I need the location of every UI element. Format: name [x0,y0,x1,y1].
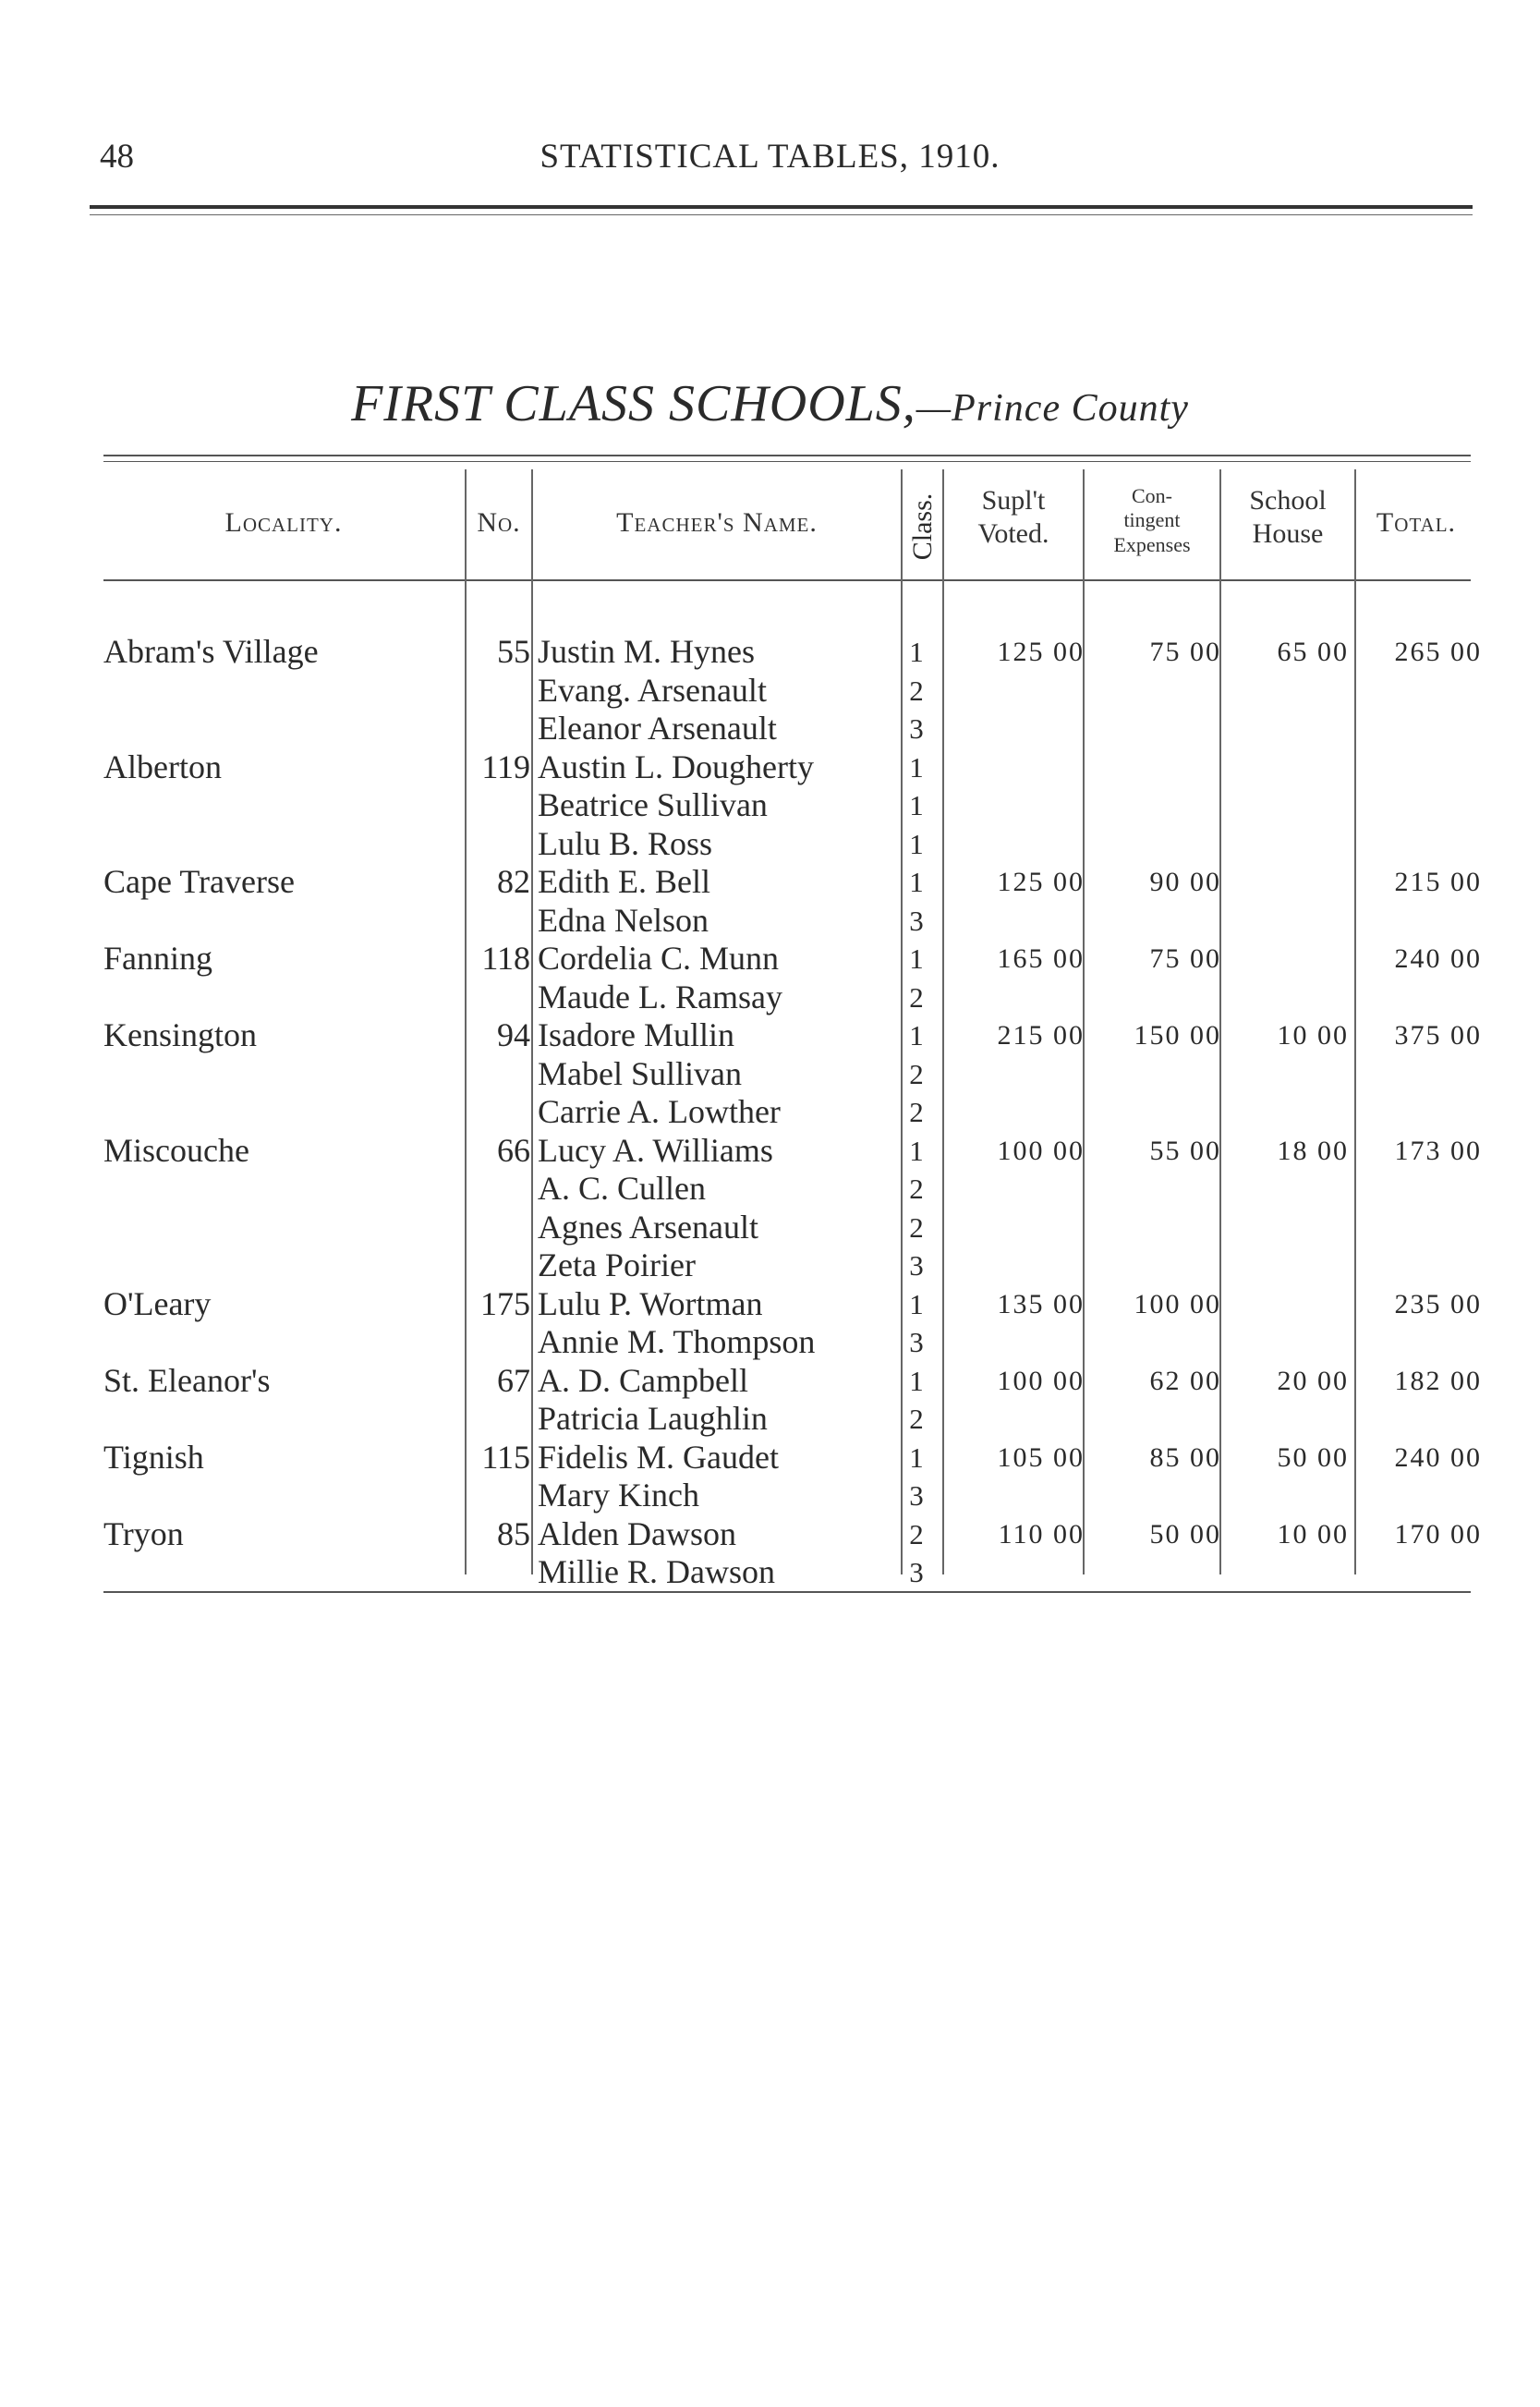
total-cell: 240 00 [1394,943,1482,974]
contingent-expenses-cell: 55 00 [1149,1135,1221,1166]
table-row [0,1016,1540,1054]
table-row [0,1170,1540,1208]
table-row [0,1285,1540,1323]
header-supl-line1: Supl't [981,485,1046,516]
total-cell: 182 00 [1394,1365,1482,1396]
class-cell: 1 [909,866,924,898]
school-number-cell: 175 [480,1284,530,1322]
class-cell: 3 [909,1479,924,1512]
teacher-name-cell: Maude L. Ramsay [538,978,782,1015]
class-cell: 2 [909,1517,924,1550]
teacher-name-cell: Annie M. Thompson [538,1323,816,1360]
class-cell: 1 [909,636,924,668]
class-cell: 1 [909,1019,924,1052]
header-school-house-line2: House [1252,518,1324,549]
class-cell: 1 [909,1441,924,1474]
class-cell: 1 [909,789,924,821]
teacher-name-cell: Edna Nelson [538,901,709,939]
class-cell: 2 [909,1403,924,1435]
table-title [0,374,1540,433]
school-house-cell: 65 00 [1277,637,1349,667]
class-cell: 2 [909,1173,924,1205]
table-row [0,863,1540,901]
total-cell: 375 00 [1394,1020,1482,1051]
class-cell: 1 [909,942,924,975]
header-school-house [1221,484,1354,551]
teacher-name-cell: Austin L. Dougherty [538,748,814,785]
locality-cell: Abram's Village [103,633,319,670]
teacher-name-cell: A. D. Campbell [538,1361,748,1399]
teacher-name-cell: Lulu P. Wortman [538,1284,763,1322]
header-supl [944,484,1083,551]
table-row [0,1362,1540,1400]
header-bottom-rule [103,579,1471,581]
header-class [903,471,942,582]
header-teacher: Teacher's Name. [616,507,818,538]
running-title: STATISTICAL TABLES, 1910. [540,138,1000,176]
school-house-cell: 18 00 [1277,1135,1349,1166]
school-number-cell: 67 [497,1361,530,1399]
header-contingent [1085,484,1219,557]
teacher-name-cell: Zeta Poirier [538,1246,696,1283]
class-cell: 3 [909,712,924,745]
school-number-cell: 119 [481,748,530,785]
locality-cell: Alberton [103,748,222,785]
supplement-voted-cell: 165 00 [997,943,1085,974]
header-locality: Locality. [224,507,343,538]
contingent-expenses-cell: 50 00 [1149,1518,1221,1550]
class-cell: 3 [909,1326,924,1358]
contingent-expenses-cell: 85 00 [1149,1441,1221,1473]
locality-cell: O'Leary [103,1284,212,1322]
page-number: 48 [100,138,134,176]
school-number-cell: 118 [481,940,530,977]
locality-cell: Fanning [103,940,213,977]
header-top-rule [103,455,1471,456]
top-rule [90,205,1473,209]
supplement-voted-cell: 215 00 [997,1020,1085,1051]
school-house-cell: 20 00 [1277,1365,1349,1396]
school-number-cell: 55 [497,633,530,670]
teacher-name-cell: Alden Dawson [538,1514,736,1552]
total-cell: 235 00 [1394,1288,1482,1319]
table-title-main: FIRST CLASS SCHOOLS, [351,375,916,432]
teacher-name-cell: Isadore Mullin [538,1016,734,1053]
locality-cell: Tignish [103,1438,204,1476]
contingent-expenses-cell: 62 00 [1149,1365,1221,1396]
teacher-name-cell: Carrie A. Lowther [538,1093,781,1130]
class-cell: 2 [909,1096,924,1128]
class-cell: 1 [909,827,924,860]
table-row [0,1246,1540,1284]
teacher-name-cell: Millie R. Dawson [538,1553,775,1590]
table-row [0,979,1540,1016]
class-cell: 2 [909,1057,924,1090]
total-cell: 265 00 [1394,637,1482,667]
teacher-name-cell: A. C. Cullen [538,1170,707,1207]
locality-cell: Kensington [103,1016,257,1053]
school-house-cell: 50 00 [1277,1441,1349,1473]
table-row [0,1400,1540,1438]
class-cell: 1 [909,1287,924,1320]
school-number-cell: 85 [497,1514,530,1552]
teacher-name-cell: Patricia Laughlin [538,1400,768,1437]
school-number-cell: 82 [497,863,530,900]
class-cell: 3 [909,904,924,937]
class-cell: 3 [909,1249,924,1282]
teacher-name-cell: Justin M. Hynes [538,633,756,670]
table-row [0,1515,1540,1553]
table-row [0,786,1540,824]
contingent-expenses-cell: 100 00 [1134,1288,1221,1319]
teacher-name-cell: Lucy A. Williams [538,1131,773,1169]
top-rule-thin [90,214,1473,215]
teacher-name-cell: Lulu B. Ross [538,824,713,862]
table-row [0,902,1540,940]
class-cell: 2 [909,674,924,707]
class-cell: 1 [909,1364,924,1397]
teacher-name-cell: Mary Kinch [538,1477,699,1513]
table-row [0,1132,1540,1170]
supplement-voted-cell: 110 00 [998,1518,1085,1550]
supplement-voted-cell: 135 00 [997,1288,1085,1319]
total-cell: 170 00 [1394,1518,1482,1550]
table-row [0,672,1540,710]
locality-cell: Cape Traverse [103,863,295,900]
total-cell: 240 00 [1394,1441,1482,1473]
supplement-voted-cell: 105 00 [997,1441,1085,1473]
total-cell: 173 00 [1394,1135,1482,1166]
class-cell: 1 [909,1134,924,1167]
teacher-name-cell: Mabel Sullivan [538,1054,742,1092]
table-row [0,1093,1540,1131]
header-school-house-line1: School [1249,485,1327,516]
header-contingent-line2: tingent [1123,508,1181,532]
table-row [0,633,1540,671]
table-row [0,1439,1540,1477]
table-bottom-rule [103,1591,1471,1593]
locality-cell: St. Eleanor's [103,1361,271,1399]
class-cell: 2 [909,980,924,1014]
contingent-expenses-cell: 90 00 [1149,867,1221,897]
table-row [0,1553,1540,1591]
locality-cell: Miscouche [103,1131,249,1169]
header-top-rule-thin [103,461,1471,462]
header-contingent-line1: Con- [1132,484,1172,507]
contingent-expenses-cell: 150 00 [1134,1020,1221,1051]
supplement-voted-cell: 100 00 [997,1135,1085,1166]
table-row [0,1323,1540,1361]
table-title-county: —Prince County [916,387,1189,430]
teacher-name-cell: Beatrice Sullivan [538,786,768,823]
header-total: Total. [1376,507,1457,538]
school-number-cell: 115 [481,1438,530,1476]
contingent-expenses-cell: 75 00 [1149,637,1221,667]
table-row [0,748,1540,786]
school-house-cell: 10 00 [1277,1020,1349,1051]
teacher-name-cell: Fidelis M. Gaudet [538,1438,779,1476]
teacher-name-cell: Agnes Arsenault [538,1208,758,1246]
class-cell: 1 [909,750,924,784]
header-contingent-line3: Expenses [1113,532,1191,556]
table-row [0,940,1540,978]
table-row [0,1477,1540,1514]
teacher-name-cell: Eleanor Arsenault [538,710,777,747]
table-row [0,825,1540,863]
table-row [0,710,1540,748]
contingent-expenses-cell: 75 00 [1149,943,1221,974]
class-cell: 2 [909,1210,924,1244]
teacher-name-cell: Edith E. Bell [538,863,710,900]
total-cell: 215 00 [1394,867,1482,897]
class-cell: 3 [909,1556,924,1588]
school-house-cell: 10 00 [1277,1518,1349,1550]
supplement-voted-cell: 125 00 [997,867,1085,897]
locality-cell: Tryon [103,1514,184,1552]
teacher-name-cell: Evang. Arsenault [538,671,767,709]
school-number-cell: 66 [497,1131,530,1169]
teacher-name-cell: Cordelia C. Munn [538,940,779,977]
supplement-voted-cell: 125 00 [997,637,1085,667]
supplement-voted-cell: 100 00 [997,1365,1085,1396]
table-row [0,1209,1540,1246]
school-number-cell: 94 [497,1016,530,1053]
header-no: No. [477,507,521,538]
table-row [0,1055,1540,1093]
header-class-label: Class. [906,492,938,561]
header-supl-line2: Voted. [977,518,1049,549]
